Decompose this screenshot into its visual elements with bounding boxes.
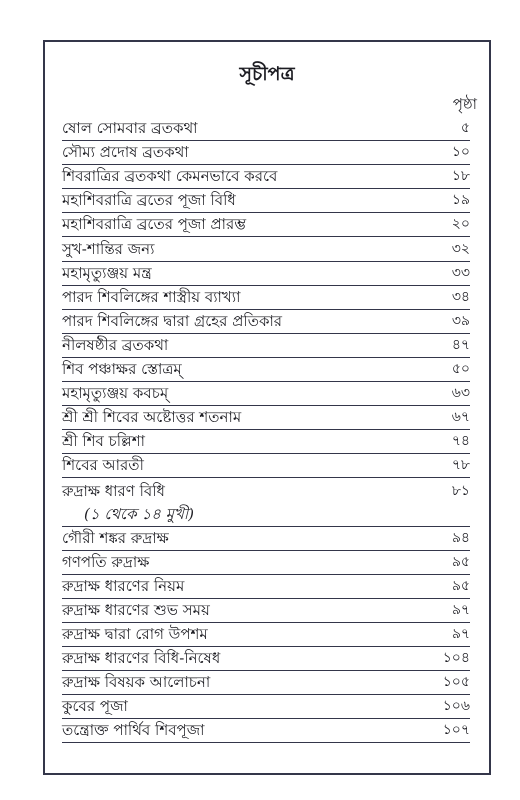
- toc-entry: [62, 623, 470, 647]
- toc-entry-title: রুদ্রাক্ষ দ্বারা রোগ উপশম: [62, 625, 208, 644]
- toc-entry: [62, 237, 470, 261]
- toc-entry: [62, 334, 470, 358]
- toc-entry: [62, 430, 470, 454]
- toc-entry-title: মহাশিবরাত্রি ব্রতের পূজা প্রারম্ভ: [62, 215, 247, 234]
- toc-entry-title: শ্রী শিব চল্লিশা: [62, 432, 145, 451]
- toc-entry-page: ৫০: [451, 361, 470, 378]
- toc-entry-title: সুখ-শান্তির জন্য: [62, 239, 155, 258]
- toc-entry-page: ৯৫: [451, 553, 470, 570]
- toc-entry-title: রুদ্রাক্ষ ধারণের শুভ সময়: [62, 600, 210, 619]
- toc-entry-page: ১০: [451, 144, 470, 161]
- toc-entry: [62, 165, 470, 189]
- toc-entry: [62, 527, 470, 551]
- toc-entry-page: ৫: [460, 120, 470, 137]
- toc-entry-page: ৯৫: [451, 577, 470, 594]
- toc-entry-title: মহামৃত্যুঞ্জয় কবচম্: [62, 384, 169, 403]
- toc-entry: [62, 647, 470, 671]
- toc-entry-page: ৩২: [451, 240, 470, 257]
- toc-entry-page: ১০৪: [442, 650, 470, 667]
- toc-entry: [62, 599, 470, 623]
- toc-entry-page: ৬৭: [451, 409, 470, 426]
- toc-entry-title: তন্ত্রোক্ত পার্থিব শিবপূজা: [62, 721, 205, 740]
- toc-entry-page: ১৮: [451, 168, 470, 185]
- table-of-contents: [62, 117, 470, 743]
- toc-entry-title: গৌরী শঙ্কর রুদ্রাক্ষ: [62, 528, 169, 547]
- toc-entry-page: ৬৩: [451, 385, 470, 402]
- toc-entry-title: শিবের আরতী: [62, 456, 144, 475]
- toc-entry-page: ২০: [451, 216, 470, 233]
- toc-entry-title: রুদ্রাক্ষ বিষয়ক আলোচনা: [62, 673, 211, 692]
- toc-entry-subtitle: [62, 503, 470, 527]
- toc-entry-title: শ্রী শ্রী শিবের অষ্টোত্তর শতনাম: [62, 408, 242, 427]
- toc-entry: [62, 141, 470, 165]
- page-title: সূচীপত্র: [239, 63, 295, 85]
- toc-entry: [62, 454, 470, 478]
- toc-entry-page: ৯৭: [451, 626, 470, 643]
- toc-entry: [62, 695, 470, 719]
- toc-entry-title: পারদ শিবলিঙ্গের শাস্ত্রীয় ব্যাখ্যা: [62, 287, 241, 306]
- toc-entry: [62, 382, 470, 406]
- toc-entry: [62, 406, 470, 430]
- toc-entry-page: ৭৪: [451, 433, 470, 450]
- toc-entry-title: শিব পঞ্চাক্ষর স্তোত্রম্: [62, 360, 182, 379]
- toc-entry: [62, 551, 470, 575]
- toc-entry: [62, 575, 470, 599]
- toc-entry-page: ৪৭: [451, 336, 470, 353]
- toc-entry-page: ১৯: [451, 192, 470, 209]
- toc-entry-page: ৮১: [451, 482, 470, 499]
- toc-entry: [62, 117, 470, 141]
- toc-entry-page: ৩৯: [451, 312, 470, 329]
- toc-entry-title: রুদ্রাক্ষ ধারণের বিধি-নিষেধ: [62, 649, 221, 668]
- toc-entry: [62, 358, 470, 382]
- toc-entry-title: পারদ শিবলিঙ্গের দ্বারা গ্রহের প্রতিকার: [62, 311, 283, 330]
- toc-entry-page: ১০৬: [442, 698, 470, 715]
- toc-entry-title: ষোল সোমবার ব্রতকথা: [62, 119, 198, 138]
- toc-entry: [62, 189, 470, 213]
- toc-entry: [62, 286, 470, 310]
- toc-entry: [62, 719, 470, 743]
- toc-entry-title: মহাশিবরাত্রি ব্রতের পূজা বিধি: [62, 191, 236, 210]
- toc-entry-page: ৩৪: [451, 288, 470, 305]
- toc-entry-title: গণপতি রুদ্রাক্ষ: [62, 552, 150, 571]
- toc-entry-title: কুবের পূজা: [62, 697, 128, 716]
- toc-entry-page: ৯৪: [451, 529, 470, 546]
- page-number-column-label: পৃষ্ঠা: [452, 95, 477, 113]
- toc-entry-page: ১০৫: [442, 674, 470, 691]
- toc-entry-title: মহামৃত্যুঞ্জয় মন্ত্র: [62, 263, 152, 282]
- toc-entry-page: ১০৭: [442, 722, 470, 739]
- toc-entry-title: রুদ্রাক্ষ ধারণ বিধি: [62, 481, 165, 500]
- toc-entry-title: নীলষষ্ঠীর ব্রতকথা: [62, 335, 169, 354]
- toc-entry-title: সৌম্য প্রদোষ ব্রতকথা: [62, 143, 189, 162]
- toc-entry-title: রুদ্রাক্ষ ধারণের নিয়ম: [62, 576, 185, 595]
- toc-entry-title: শিবরাত্রির ব্রতকথা কেমনভাবে করবে: [62, 167, 278, 186]
- toc-entry-title: (১ থেকে ১৪ মুখী): [84, 504, 195, 523]
- toc-entry: [62, 310, 470, 334]
- toc-entry: [62, 262, 470, 286]
- toc-entry-page: ৩৩: [451, 264, 470, 281]
- toc-entry-page: ৯৭: [451, 601, 470, 618]
- toc-entry: [62, 213, 470, 237]
- toc-entry: [62, 478, 470, 502]
- toc-entry: [62, 671, 470, 695]
- toc-entry-page: ৭৮: [451, 457, 470, 474]
